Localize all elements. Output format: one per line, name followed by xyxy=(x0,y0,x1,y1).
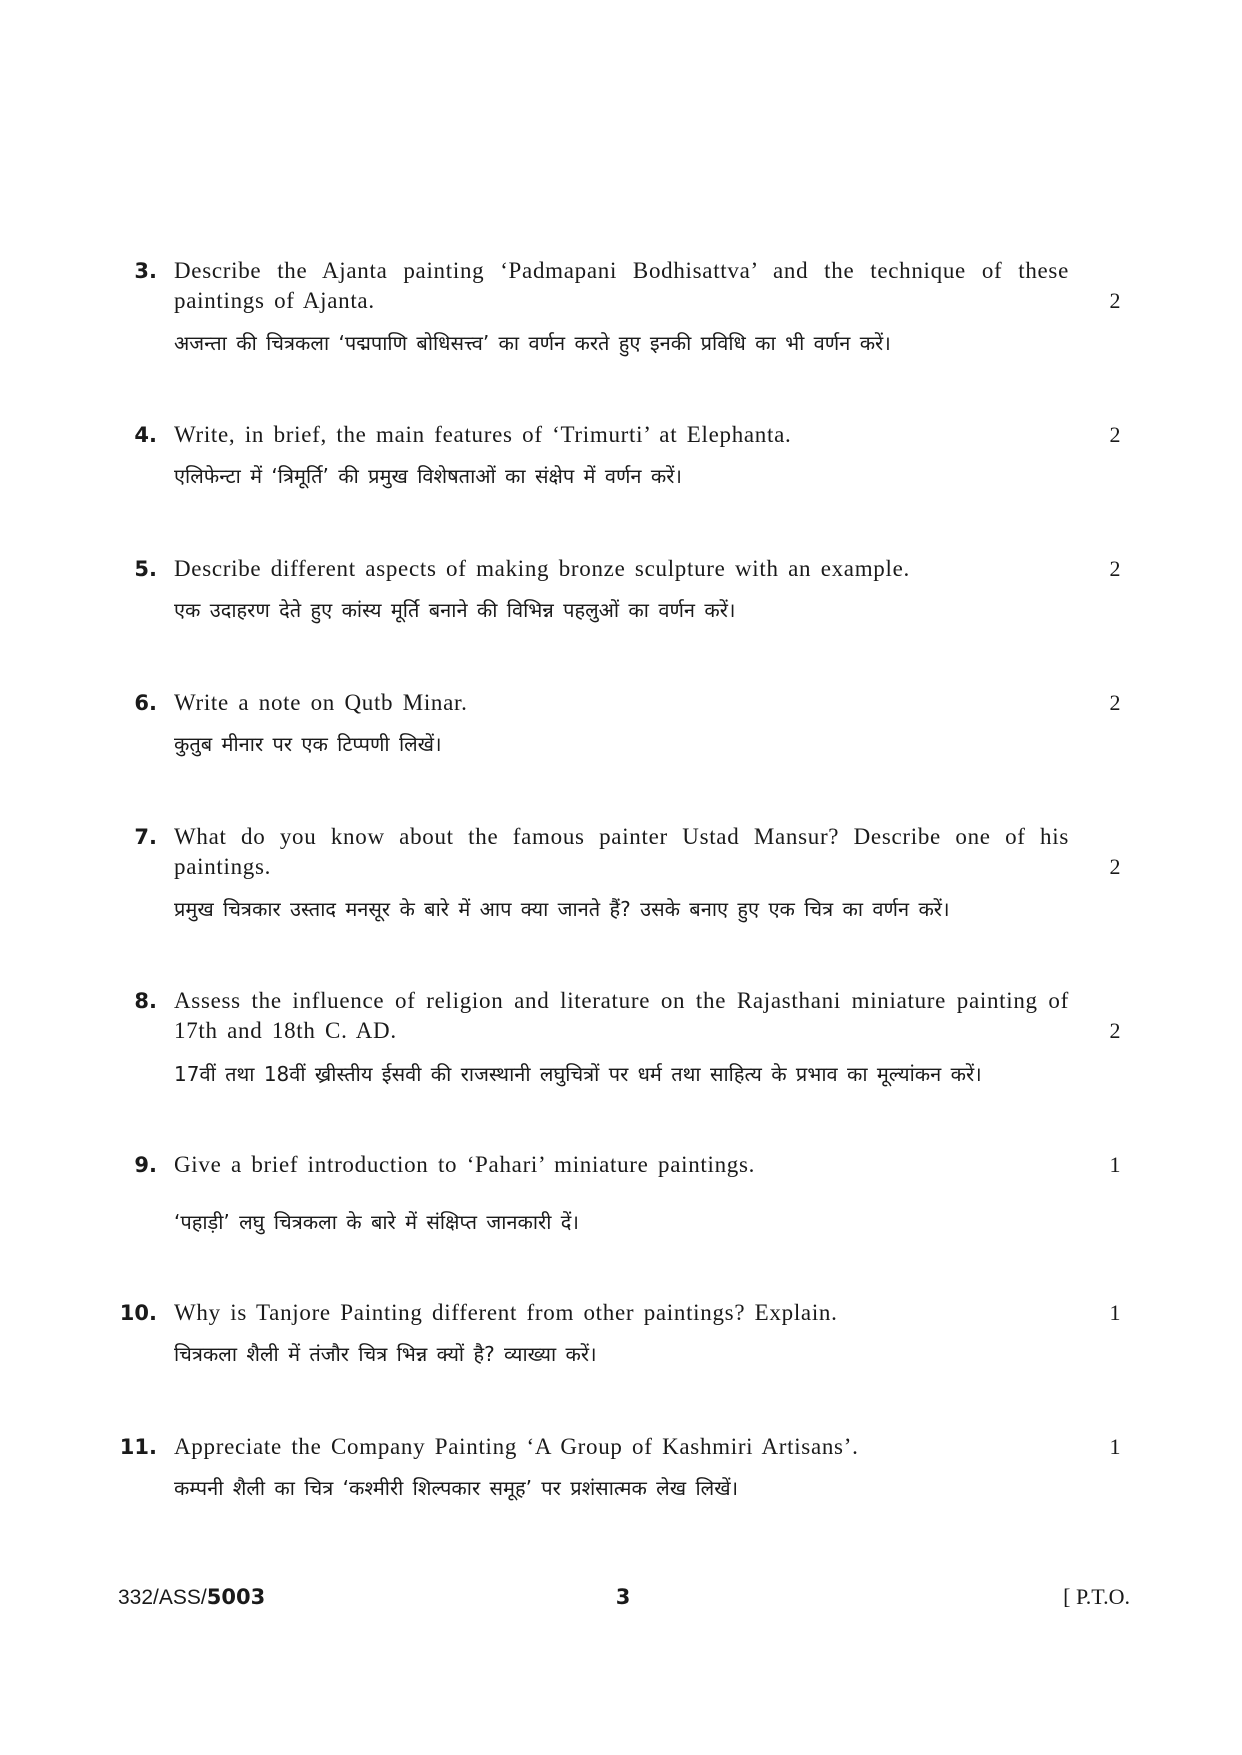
question-number: 11. xyxy=(119,1435,157,1459)
question-marks: 1 xyxy=(1109,1434,1121,1459)
question-text-hindi: कम्पनी शैली का चित्र ‘कश्मीरी शिल्पकार समूह’ पर प्रशंसात्मक लेख लिखें। xyxy=(174,1476,739,1500)
question-text-english: Give a brief introduction to ‘Pahari’ miniature paintings. xyxy=(174,1152,756,1177)
question-text-english: Describe the Ajanta painting ‘Padmapani Bodhisattva’ and the technique of these paintings of Ajanta. xyxy=(174,258,1069,313)
question-text-english: What do you know about the famous painter Ustad Mansur? Describe one of his paintings. xyxy=(174,824,1069,879)
question-text-hindi: एलिफेन्टा में ‘त्रिमूर्ति’ की प्रमुख विशेषताओं का संक्षेप में वर्णन करें। xyxy=(174,464,683,488)
question-text-english: Describe different aspects of making bronze sculpture with an example. xyxy=(174,556,910,581)
question-text-hindi: चित्रकला शैली में तंजौर चित्र भिन्न क्यों है? व्याख्या करें। xyxy=(174,1342,597,1366)
question-text-english: Appreciate the Company Painting ‘A Group of Kashmiri Artisans’. xyxy=(174,1434,859,1459)
question-text-hindi: प्रमुख चित्रकार उस्ताद मनसूर के बारे में आप क्या जानते हैं? उसके बनाए हुए एक चित्र का वर्णन करें। xyxy=(174,897,950,921)
question-number: 5. xyxy=(134,557,157,581)
question-text-hindi: एक उदाहरण देते हुए कांस्य मूर्ति बनाने की विभिन्न पहलुओं का वर्णन करें। xyxy=(174,598,736,622)
question-text-hindi: 17वीं तथा 18वीं ख्रीस्तीय ईसवी की राजस्थानी लघुचित्रों पर धर्म तथा साहित्य के प्रभाव का मूल्यांकन करें। xyxy=(174,1062,982,1086)
question-marks: 1 xyxy=(1109,1152,1121,1177)
question-marks: 2 xyxy=(1109,854,1121,879)
question-number: 10. xyxy=(119,1301,157,1325)
question-number: 6. xyxy=(134,691,157,715)
question-text-english: Assess the influence of religion and literature on the Rajasthani miniature painting of 17th and 18th C. AD. xyxy=(174,988,1069,1043)
question-number: 7. xyxy=(134,825,157,849)
question-number: 4. xyxy=(134,423,157,447)
question-text-english: Write a note on Qutb Minar. xyxy=(174,690,468,715)
please-turn-over: [ P.T.O. xyxy=(1063,1584,1130,1609)
question-text-hindi: अजन्ता की चित्रकला ‘पद्मपाणि बोधिसत्त्व’ का वर्णन करते हुए इनकी प्रविधि का भी वर्णन करें। xyxy=(174,331,891,355)
question-marks: 2 xyxy=(1109,1018,1121,1043)
page-footer xyxy=(0,1582,1242,1612)
paper-code xyxy=(118,1582,265,1613)
question-text-hindi: कुतुब मीनार पर एक टिप्पणी लिखें। xyxy=(174,732,442,756)
question-marks: 2 xyxy=(1109,422,1121,447)
page-number: 3 xyxy=(615,1585,631,1609)
question-marks: 2 xyxy=(1109,690,1121,715)
question-text-english: Why is Tanjore Painting different from other paintings? Explain. xyxy=(174,1300,838,1325)
question-number: 8. xyxy=(134,989,157,1013)
question-marks: 2 xyxy=(1109,556,1121,581)
paper-code-number: 5003 xyxy=(206,1585,266,1609)
paper-code-prefix: 332/ASS/ xyxy=(118,1586,207,1609)
question-marks: 2 xyxy=(1109,288,1121,313)
question-number: 3. xyxy=(134,259,157,283)
question-marks: 1 xyxy=(1109,1300,1121,1325)
question-number: 9. xyxy=(134,1153,157,1177)
question-text-english: Write, in brief, the main features of ‘Trimurti’ at Elephanta. xyxy=(174,422,792,447)
question-text-hindi: ‘पहाड़ी’ लघु चित्रकला के बारे में संक्षिप्त जानकारी दें। xyxy=(174,1210,579,1234)
